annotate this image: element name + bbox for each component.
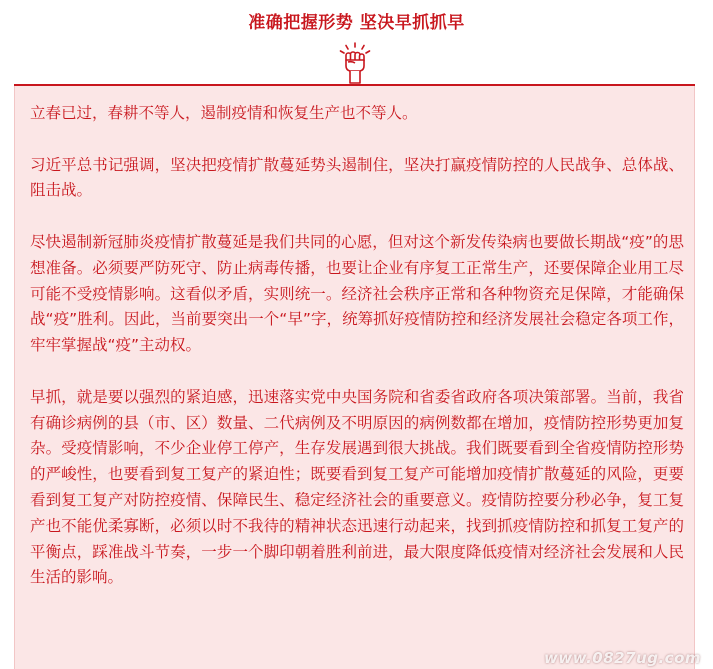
raised-fist-icon <box>338 42 372 84</box>
article-paragraph: 尽快遏制新冠肺炎疫情扩散蔓延是我们共同的心愿，但对这个新发传染病也要做长期战“疫”的思想准备。必须要严防死守、防止病毒传播，也要让企业有序复工正常生产，还要保障企业用工尽可能不受疫情影响。这看似矛盾，实则统一。经济社会秩序正常和各种物资充足保障，才能确保战“疫”胜利。因此，当前要突出一个“早”字，统筹抓好疫情防控和经济发展社会稳定各项工作，牢牢掌握战“疫”主动权。 <box>30 232 684 355</box>
page-title: 准确把握形势 坚决早抓抓早 <box>248 13 465 33</box>
article-paragraph: 立春已过，春耕不等人，遏制疫情和恢复生产也不等人。 <box>30 104 418 122</box>
article-body <box>30 101 684 591</box>
article-paragraph: 早抓，就是要以强烈的紧迫感，迅速落实党中央国务院和省委省政府各项决策部署。当前，我省有确诊病例的县（市、区）数量、二代病例及不明原因的病例数都在增加，疫情防控形势更加复杂。受疫情影响，不少企业停工停产，生存发展遇到很大挑战。我们既要看到全省疫情防控形势的严峻性，也要看到复工复产的紧迫性；既要看到复工复产可能增加疫情扩散蔓延的风险，更要看到复工复产对防控疫情、保障民生、稳定经济社会的重要意义。疫情防控要分秒必争，复工复产也不能优柔寡断，必须以时不我待的精神状态迅速行动起来，找到抓疫情防控和抓复工复产的平衡点，踩准战斗节奏，一步一个脚印朝着胜利前进，最大限度降低疫情对经济社会发展和人民生活的影响。 <box>30 387 684 587</box>
article-paragraph: 习近平总书记强调，坚决把疫情扩散蔓延势头遏制住，坚决打赢疫情防控的人民战争、总体战、阻击战。 <box>30 155 684 200</box>
site-watermark: www.0827ug.com <box>544 649 701 667</box>
